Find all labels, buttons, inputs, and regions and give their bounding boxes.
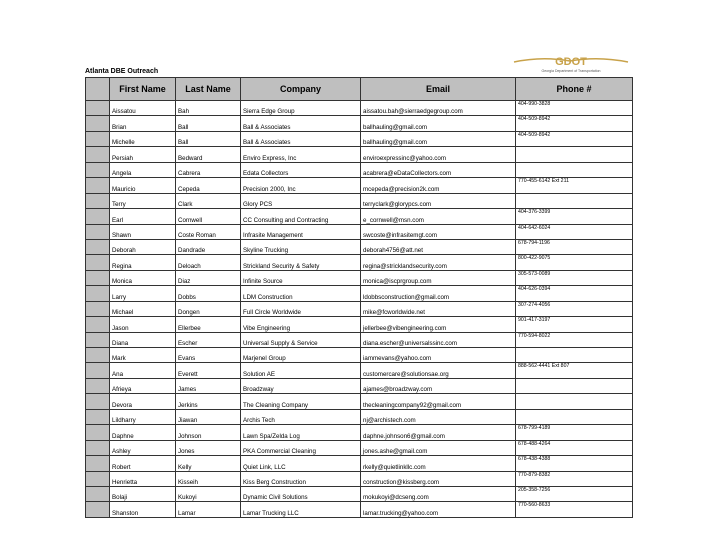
cell-phone: 404-642-6024 (516, 224, 633, 239)
cell-first-name: Lildharry (110, 409, 176, 424)
cell-email: deborah4756@att.net (361, 239, 516, 254)
table-row (86, 409, 633, 424)
cell-first-name: Aissatou (110, 101, 176, 116)
cell-last-name: Cabrera (176, 162, 241, 177)
cell-company: Marjenel Group (241, 348, 361, 363)
cell-email: mcepeda@precision2k.com (361, 178, 516, 193)
cell-first-name: Larry (110, 286, 176, 301)
cell-company: Universal Supply & Service (241, 332, 361, 347)
cell-email: acabrera@eDataCollectors.com (361, 162, 516, 177)
cell-first-name: Daphne (110, 425, 176, 440)
cell-last-name: Johnson (176, 425, 241, 440)
cell-last-name: Dandrade (176, 239, 241, 254)
cell-phone: 770-560-8633 (516, 502, 633, 517)
cell-last-name: James (176, 378, 241, 393)
cell-company: Infrasite Management (241, 224, 361, 239)
table-row (86, 193, 633, 208)
cell-phone: 678-488-4264 (516, 440, 633, 455)
cell-email: daphne.johnson6@gmail.com (361, 425, 516, 440)
row-gutter (86, 101, 110, 116)
header-first-name: First Name (110, 78, 176, 101)
row-gutter-header (86, 78, 110, 101)
cell-phone: 307-274-4056 (516, 301, 633, 316)
cell-last-name: Jones (176, 440, 241, 455)
cell-phone: 678-794-1196 (516, 239, 633, 254)
cell-first-name: Ashley (110, 440, 176, 455)
logo-text: GDOT (555, 56, 587, 68)
cell-email: ldobbsconstruction@gmail.com (361, 286, 516, 301)
row-gutter (86, 116, 110, 131)
cell-email: iammevans@yahoo.com (361, 348, 516, 363)
table-row (86, 101, 633, 116)
table-row (86, 162, 633, 177)
cell-last-name: Clark (176, 193, 241, 208)
table-row (86, 270, 633, 285)
cell-first-name: Mauricio (110, 178, 176, 193)
cell-phone: 678-438-4388 (516, 456, 633, 471)
cell-phone: 770-594-8022 (516, 332, 633, 347)
cell-last-name: Jiawan (176, 409, 241, 424)
cell-email: nj@archistech.com (361, 409, 516, 424)
cell-email: monica@iscprgroup.com (361, 270, 516, 285)
cell-company: Precision 2000, Inc (241, 178, 361, 193)
cell-email: ajames@broadzway.com (361, 378, 516, 393)
cell-first-name: Earl (110, 209, 176, 224)
row-gutter (86, 239, 110, 254)
cell-last-name: Kisseih (176, 471, 241, 486)
cell-email: mokukoyi@dcseng.com (361, 486, 516, 501)
cell-company: Solution AE (241, 363, 361, 378)
table-row (86, 378, 633, 393)
cell-company: Quiet Link, LLC (241, 456, 361, 471)
table-row (86, 317, 633, 332)
cell-phone: 770-455-6142 Ext 211 (516, 178, 633, 193)
cell-phone: 404-509-8942 (516, 131, 633, 146)
table-row (86, 131, 633, 146)
row-gutter (86, 147, 110, 162)
cell-phone (516, 147, 633, 162)
row-gutter (86, 409, 110, 424)
cell-phone: 800-422-9075 (516, 255, 633, 270)
cell-company: Skyline Trucking (241, 239, 361, 254)
table-row (86, 440, 633, 455)
cell-company: Full Circle Worldwide (241, 301, 361, 316)
cell-phone (516, 162, 633, 177)
cell-company: Lamar Trucking LLC (241, 502, 361, 517)
table-row (86, 255, 633, 270)
cell-company: Archis Tech (241, 409, 361, 424)
cell-company: LDM Construction (241, 286, 361, 301)
cell-email: jellerbee@vibengineering.com (361, 317, 516, 332)
table-row (86, 332, 633, 347)
cell-first-name: Angela (110, 162, 176, 177)
cell-first-name: Shawn (110, 224, 176, 239)
cell-email: mike@fcworldwide.net (361, 301, 516, 316)
cell-phone: 888-562-4441 Ext 807 (516, 363, 633, 378)
row-gutter (86, 162, 110, 177)
cell-company: CC Consulting and Contracting (241, 209, 361, 224)
cell-last-name: Ball (176, 131, 241, 146)
table-row (86, 456, 633, 471)
cell-first-name: Ana (110, 363, 176, 378)
header-company: Company (241, 78, 361, 101)
table-row (86, 502, 633, 517)
table-row (86, 301, 633, 316)
row-gutter (86, 378, 110, 393)
row-gutter (86, 178, 110, 193)
cell-last-name: Dobbs (176, 286, 241, 301)
cell-email: aissatou.bah@sierraedgegroup.com (361, 101, 516, 116)
cell-email: jones.ashe@gmail.com (361, 440, 516, 455)
cell-first-name: Jason (110, 317, 176, 332)
row-gutter (86, 502, 110, 517)
cell-email: ballhauling@gmail.com (361, 116, 516, 131)
cell-company: Glory PCS (241, 193, 361, 208)
cell-company: Dynamic Civil Solutions (241, 486, 361, 501)
cell-company: Ball & Associates (241, 116, 361, 131)
cell-email: terryclark@glorypcs.com (361, 193, 516, 208)
cell-phone: 678-799-4189 (516, 425, 633, 440)
cell-first-name: Robert (110, 456, 176, 471)
cell-last-name: Deloach (176, 255, 241, 270)
table-row (86, 239, 633, 254)
header-row (86, 78, 633, 101)
cell-first-name: Deborah (110, 239, 176, 254)
header-email: Email (361, 78, 516, 101)
cell-last-name: Ball (176, 116, 241, 131)
cell-company: PKA Commercial Cleaning (241, 440, 361, 455)
cell-phone: 404-509-8942 (516, 116, 633, 131)
header-last-name: Last Name (176, 78, 241, 101)
cell-phone: 404-376-3399 (516, 209, 633, 224)
cell-phone: 901-417-3197 (516, 317, 633, 332)
cell-first-name: Henrietta (110, 471, 176, 486)
table-row (86, 147, 633, 162)
cell-last-name: Lamar (176, 502, 241, 517)
table-row (86, 425, 633, 440)
cell-first-name: Shanston (110, 502, 176, 517)
row-gutter (86, 440, 110, 455)
table-row (86, 394, 633, 409)
cell-last-name: Bedward (176, 147, 241, 162)
logo-subtitle: Georgia Department of Transportation (541, 69, 601, 73)
row-gutter (86, 348, 110, 363)
cell-company: Strickland Security & Safety (241, 255, 361, 270)
row-gutter (86, 270, 110, 285)
cell-last-name: Cepeda (176, 178, 241, 193)
cell-company: Lawn Spa/Zelda Log (241, 425, 361, 440)
cell-email: swcoste@infrasitemgt.com (361, 224, 516, 239)
cell-first-name: Diana (110, 332, 176, 347)
cell-email: diana.escher@universalssinc.com (361, 332, 516, 347)
cell-email: regina@stricklandsecurity.com (361, 255, 516, 270)
cell-company: Edata Collectors (241, 162, 361, 177)
row-gutter (86, 193, 110, 208)
cell-first-name: Regina (110, 255, 176, 270)
row-gutter (86, 209, 110, 224)
cell-last-name: Jerkins (176, 394, 241, 409)
cell-phone (516, 409, 633, 424)
table-row (86, 286, 633, 301)
cell-last-name: Evans (176, 348, 241, 363)
row-gutter (86, 394, 110, 409)
cell-last-name: Bah (176, 101, 241, 116)
cell-phone (516, 394, 633, 409)
row-gutter (86, 286, 110, 301)
cell-email: lamar.trucking@yahoo.com (361, 502, 516, 517)
cell-phone (516, 193, 633, 208)
table-row (86, 224, 633, 239)
cell-email: rkelly@quietlinkllc.com (361, 456, 516, 471)
row-gutter (86, 332, 110, 347)
cell-last-name: Kelly (176, 456, 241, 471)
cell-company: Kiss Berg Construction (241, 471, 361, 486)
table-row (86, 486, 633, 501)
cell-first-name: Afrieya (110, 378, 176, 393)
cell-company: The Cleaning Company (241, 394, 361, 409)
row-gutter (86, 317, 110, 332)
cell-last-name: Everett (176, 363, 241, 378)
cell-first-name: Mark (110, 348, 176, 363)
cell-last-name: Escher (176, 332, 241, 347)
cell-email: ballhauling@gmail.com (361, 131, 516, 146)
header-phone: Phone # (516, 78, 633, 101)
table-row (86, 178, 633, 193)
cell-email: e_cornwell@msn.com (361, 209, 516, 224)
cell-company: Vibe Engineering (241, 317, 361, 332)
cell-last-name: Ellerbee (176, 317, 241, 332)
cell-last-name: Cornwell (176, 209, 241, 224)
cell-first-name: Brian (110, 116, 176, 131)
cell-phone (516, 378, 633, 393)
table-row (86, 116, 633, 131)
row-gutter (86, 301, 110, 316)
document-title: Atlanta DBE Outreach (85, 68, 159, 75)
cell-last-name: Diaz (176, 270, 241, 285)
cell-email: enviroexpressinc@yahoo.com (361, 147, 516, 162)
cell-phone: 404-626-0394 (516, 286, 633, 301)
cell-phone: 770-879-8382 (516, 471, 633, 486)
cell-first-name: Bolaji (110, 486, 176, 501)
cell-phone: 404-990-3828 (516, 101, 633, 116)
row-gutter (86, 425, 110, 440)
table-row (86, 471, 633, 486)
cell-company: Broadzway (241, 378, 361, 393)
cell-first-name: Michelle (110, 131, 176, 146)
cell-company: Sierra Edge Group (241, 101, 361, 116)
cell-last-name: Coste Roman (176, 224, 241, 239)
cell-phone: 205-358-7256 (516, 486, 633, 501)
table-row (86, 209, 633, 224)
row-gutter (86, 471, 110, 486)
row-gutter (86, 456, 110, 471)
row-gutter (86, 363, 110, 378)
row-gutter (86, 255, 110, 270)
cell-phone: 305-573-0089 (516, 270, 633, 285)
cell-last-name: Dongen (176, 301, 241, 316)
row-gutter (86, 486, 110, 501)
cell-first-name: Devora (110, 394, 176, 409)
table-row (86, 363, 633, 378)
outreach-table (85, 77, 633, 518)
gdot-logo (512, 52, 630, 74)
cell-first-name: Persiah (110, 147, 176, 162)
row-gutter (86, 224, 110, 239)
cell-first-name: Terry (110, 193, 176, 208)
cell-company: Enviro Express, Inc (241, 147, 361, 162)
row-gutter (86, 131, 110, 146)
cell-company: Infinite Source (241, 270, 361, 285)
cell-first-name: Michael (110, 301, 176, 316)
cell-phone (516, 348, 633, 363)
cell-email: thecleaningcompany92@gmail.com (361, 394, 516, 409)
cell-email: construction@kissberg.com (361, 471, 516, 486)
table-row (86, 348, 633, 363)
cell-last-name: Kukoyi (176, 486, 241, 501)
cell-company: Ball & Associates (241, 131, 361, 146)
cell-email: customercare@solutionsae.org (361, 363, 516, 378)
cell-first-name: Monica (110, 270, 176, 285)
